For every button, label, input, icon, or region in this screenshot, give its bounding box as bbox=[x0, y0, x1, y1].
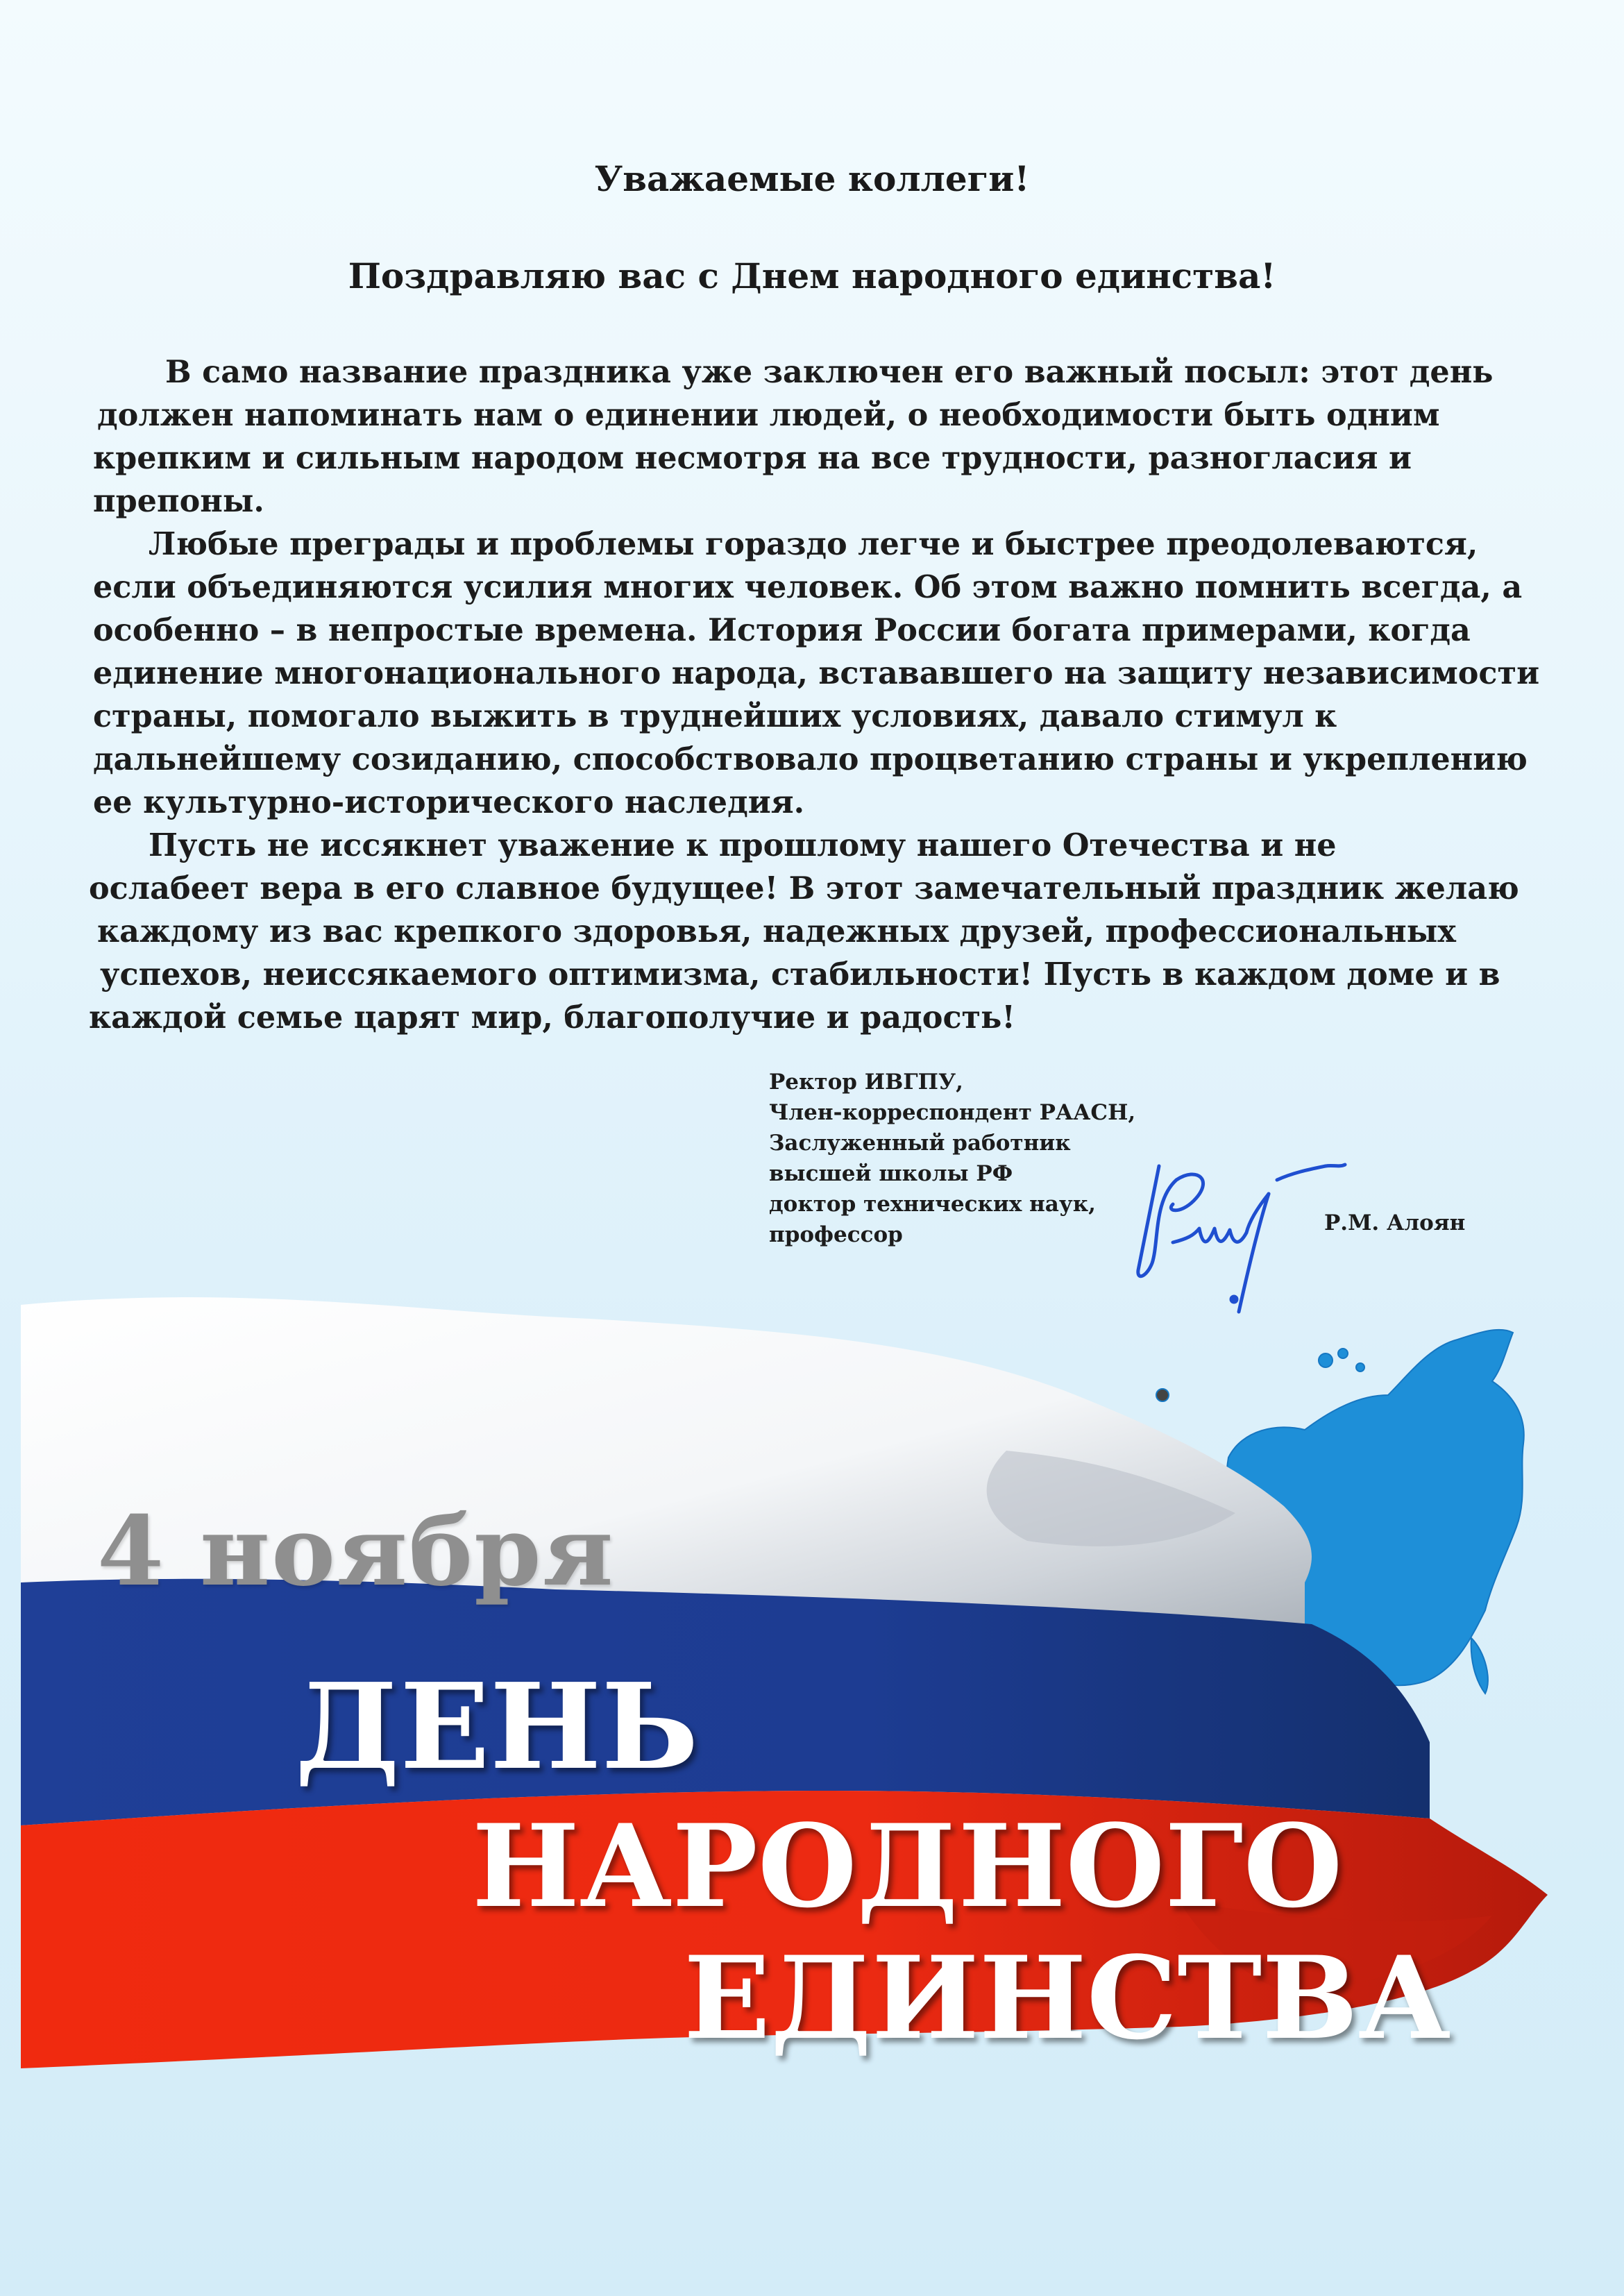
flag-banner-illustration bbox=[0, 1291, 1624, 2296]
body-line: Любые преграды и проблемы гораздо легче и быстрее преодолеваются, bbox=[149, 526, 1478, 562]
signatory-title-line: Член-корреспондент РААСН, bbox=[769, 1100, 1136, 1125]
body-line: В само название праздника уже заключен его важный посыл: этот день bbox=[165, 354, 1494, 390]
body-line: препоны. bbox=[93, 483, 264, 519]
letter-body bbox=[89, 351, 1560, 1039]
body-line: единение многонационального народа, встававшего на защиту независимости bbox=[93, 655, 1540, 691]
banner-title-line: НАРОДНОГО bbox=[472, 1799, 1343, 1933]
signatory-name: Р.М. Алоян bbox=[1324, 1210, 1466, 1235]
signatory-titles bbox=[769, 1067, 1135, 1250]
body-line: Пусть не иссякнет уважение к прошлому нашего Отечества и не bbox=[149, 827, 1337, 863]
body-line: дальнейшему созиданию, способствовало процветанию страны и укреплению bbox=[93, 741, 1528, 777]
banner-date: 4 ноября bbox=[97, 1494, 615, 1607]
body-line: должен напоминать нам о единении людей, о необходимости быть одним bbox=[97, 397, 1440, 433]
body-line: особенно – в непростые времена. История России богата примерами, когда bbox=[93, 612, 1471, 648]
signatory-title-line: высшей школы РФ bbox=[769, 1161, 1013, 1186]
body-line: ослабеет вера в его славное будущее! В этот замечательный праздник желаю bbox=[89, 870, 1519, 906]
banner-title-line: ЕДИНСТВА bbox=[684, 1931, 1451, 2065]
congratulation-heading: Поздравляю вас с Днем народного единства! bbox=[348, 255, 1276, 296]
signatory-title-line: доктор технических наук, bbox=[769, 1192, 1096, 1217]
signatory-title-line: Ректор ИВГПУ, bbox=[769, 1070, 963, 1095]
signatory-title-line: профессор bbox=[769, 1222, 903, 1247]
banner-title-line: ДЕНЬ bbox=[295, 1657, 699, 1796]
body-line: каждой семье царят мир, благополучие и радость! bbox=[89, 999, 1015, 1036]
salutation: Уважаемые коллеги! bbox=[594, 158, 1030, 199]
body-line: ее культурно-исторического наследия. bbox=[93, 784, 805, 820]
body-line: крепким и сильным народом несмотря на все трудности, разногласия и bbox=[93, 440, 1412, 476]
signatory-title-line: Заслуженный работник bbox=[769, 1131, 1071, 1156]
body-line: если объединяются усилия многих человек. Об этом важно помнить всегда, а bbox=[93, 569, 1523, 605]
body-line: страны, помогало выжить в труднейших условиях, давало стимул к bbox=[93, 698, 1337, 734]
body-line: каждому из вас крепкого здоровья, надежных друзей, профессиональных bbox=[97, 913, 1456, 949]
body-line: успехов, неиссякаемого оптимизма, стабильности! Пусть в каждом доме и в bbox=[100, 956, 1500, 993]
